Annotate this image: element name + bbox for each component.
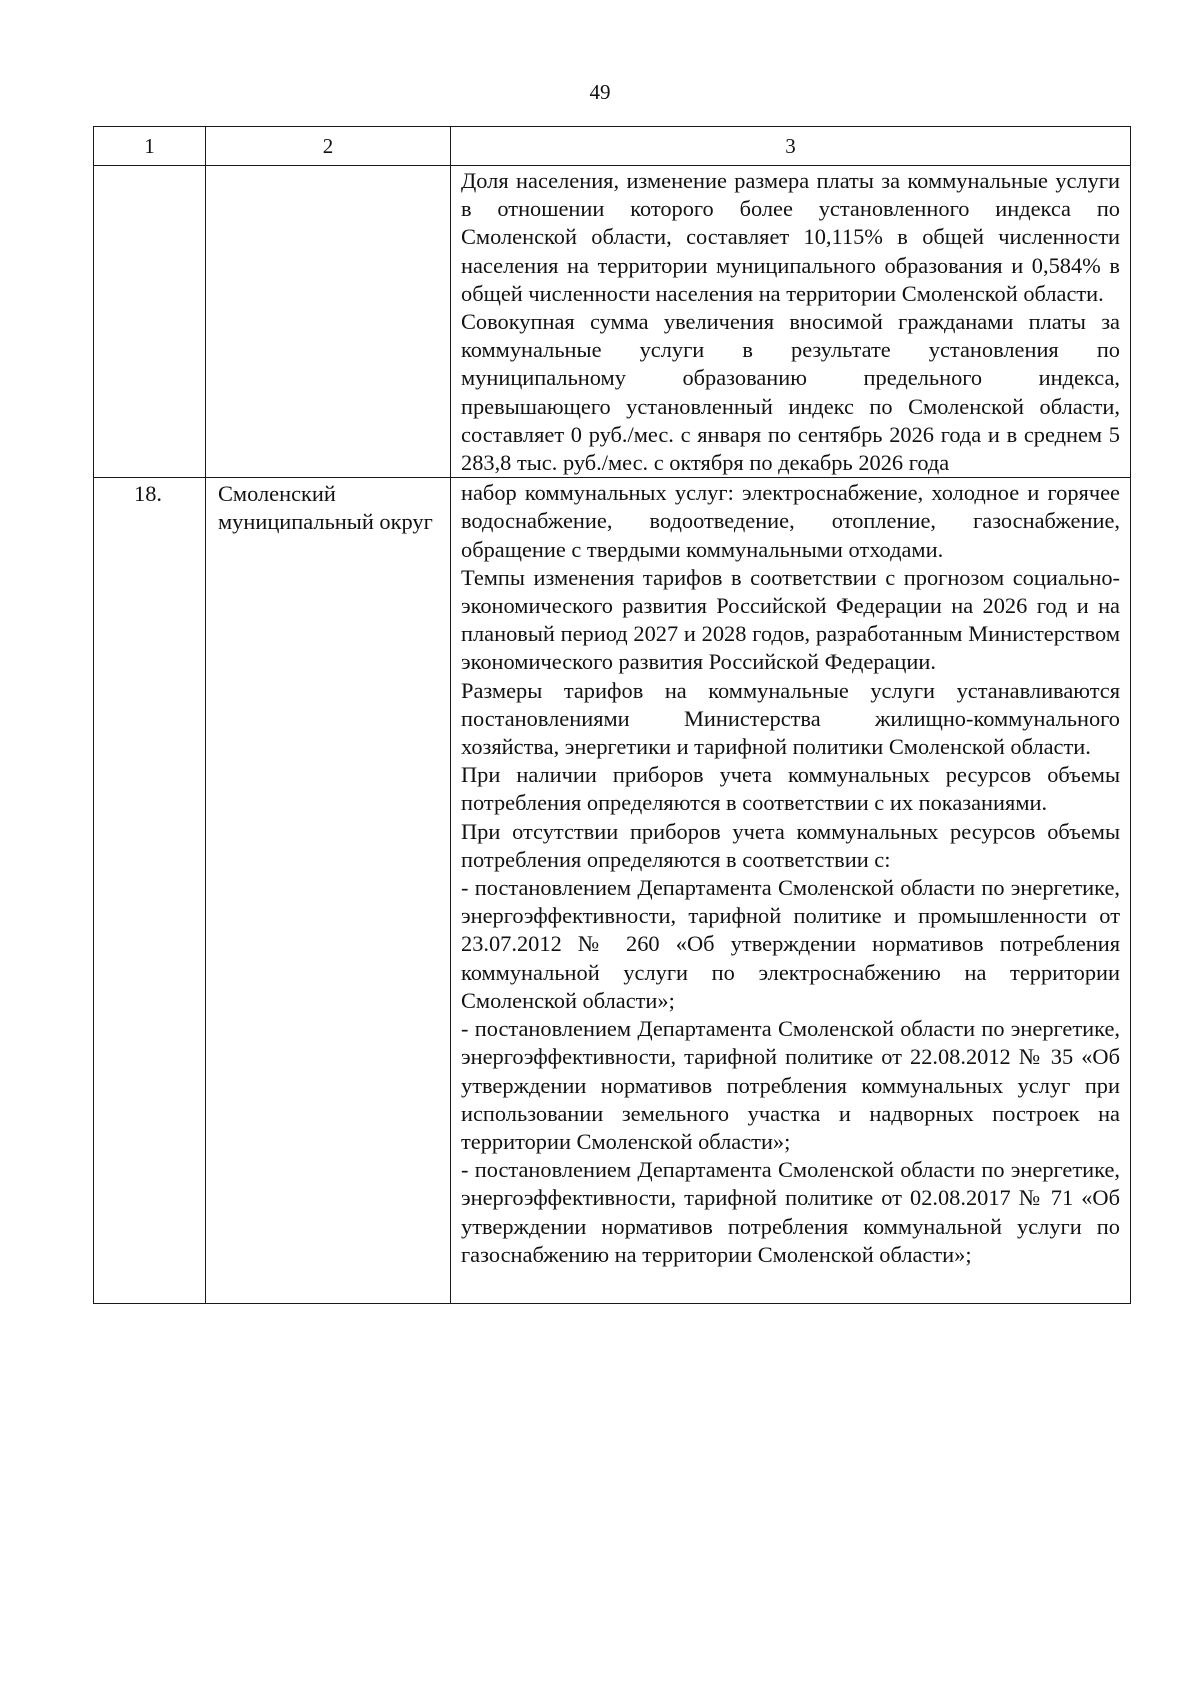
column-header-2: 2 [206, 127, 451, 166]
row-number-cell [94, 166, 206, 478]
description-cell [451, 166, 1131, 478]
municipality-name-cell: Смоленский муниципальный округ [206, 478, 451, 1304]
page-number: 49 [589, 80, 611, 104]
paragraph: - постановлением Департамента Смоленской области по энергетике, энергоэффективности, тарифной политике от 02.08.2017 № 71 «Об утверждении нормативов потребления коммунальной услуги по газоснабжению на территории Смоленской области»; [461, 1157, 1120, 1267]
description-cell [451, 478, 1131, 1304]
paragraph: При отсутствии приборов учета коммунальных ресурсов объемы потребления определяются в соответствии с: [461, 818, 1120, 872]
paragraph: - постановлением Департамента Смоленской области по энергетике, энергоэффективности, тарифной политике от 22.08.2012 № 35 «Об утверждении нормативов потребления коммунальных услуг при использовании земельного участка и надворных построек на территории Смоленской области»; [461, 1016, 1120, 1154]
column-header-1: 1 [94, 127, 206, 166]
paragraph: Размеры тарифов на коммунальные услуги устанавливаются постановлениями Министерства жилищно-коммунального хозяйства, энергетики и тарифной политики Смоленской области. [461, 677, 1120, 760]
paragraph: Доля населения, изменение размера платы за коммунальные услуги в отношении которого более установленного индекса по Смоленской области, составляет 10,115% в общей численности населения на территории муниципального образования и 0,584% в общей численности населения на территории Смоленской области. [461, 168, 1120, 306]
paragraph: набор коммунальных услуг: электроснабжение, холодное и горячее водоснабжение, водоотведение, отопление, газоснабжение, обращение с твердыми коммунальными отходами. [461, 480, 1120, 562]
row-number-cell: 18. [94, 478, 206, 1304]
paragraph: Совокупная сумма увеличения вносимой гражданами платы за коммунальные услуги в результате установления по муниципальному образованию предельного индекса, превышающего установленный индекс по Смоленской области, составляет 0 руб./мес. с января по сентябрь 2026 года и в среднем 5 283,8 тыс. руб./мес. с октября по декабрь 2026 года [461, 309, 1120, 476]
paragraph: При наличии приборов учета коммунальных ресурсов объемы потребления определяются в соответствии с их показаниями. [461, 762, 1120, 816]
paragraph: - постановлением Департамента Смоленской области по энергетике, энергоэффективности, тарифной политике и промышленности от 23.07.2012 № 260 «Об утверждении нормативов потребления коммунальной услуги по электроснабжению на территории Смоленской области»; [461, 875, 1120, 1013]
column-header-3: 3 [451, 127, 1131, 166]
table-header-row [94, 127, 1131, 166]
paragraph: Темпы изменения тарифов в соответствии с прогнозом социально-экономического развития Российской Федерации на 2026 год и на плановый период 2027 и 2028 годов, разработанным Министерством экономического развития Российской Федерации. [461, 564, 1120, 675]
municipality-name-cell [206, 166, 451, 478]
document-table [93, 126, 1131, 1304]
table-row [94, 478, 1131, 1304]
table-row [94, 166, 1131, 478]
